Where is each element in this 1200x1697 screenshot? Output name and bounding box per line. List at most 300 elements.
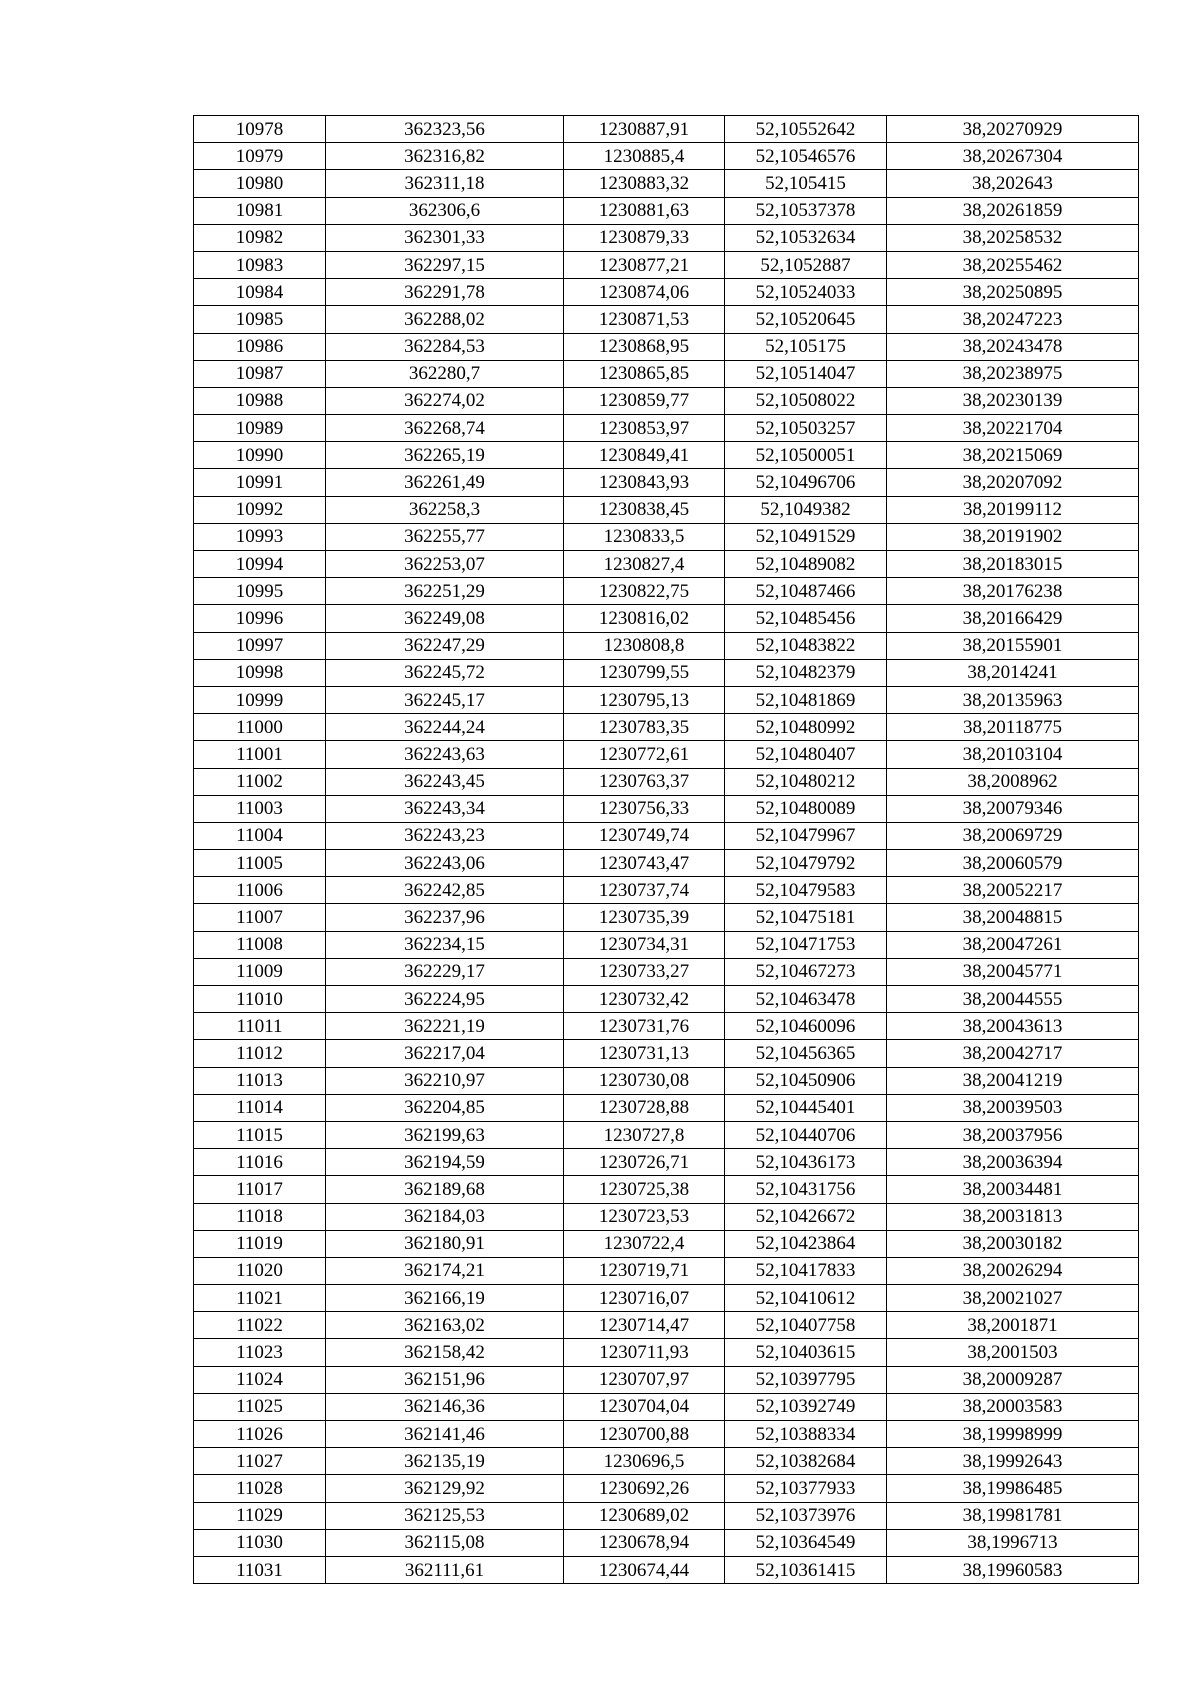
table-row bbox=[194, 632, 1139, 659]
table-row bbox=[194, 578, 1139, 605]
point-number-cell: 11031 bbox=[194, 1556, 326, 1583]
x-coordinate-cell: 362111,61 bbox=[326, 1556, 564, 1583]
x-coordinate-cell: 362199,63 bbox=[326, 1121, 564, 1148]
x-coordinate-cell: 362224,95 bbox=[326, 986, 564, 1013]
latitude-cell: 52,10524033 bbox=[725, 279, 887, 306]
longitude-cell: 38,2001871 bbox=[887, 1312, 1139, 1339]
y-coordinate-cell: 1230871,53 bbox=[564, 306, 725, 333]
latitude-cell: 52,10373976 bbox=[725, 1502, 887, 1529]
y-coordinate-cell: 1230711,93 bbox=[564, 1339, 725, 1366]
longitude-cell: 38,20052217 bbox=[887, 877, 1139, 904]
point-number-cell: 11009 bbox=[194, 958, 326, 985]
point-number-cell: 10985 bbox=[194, 306, 326, 333]
table-row bbox=[194, 224, 1139, 251]
y-coordinate-cell: 1230874,06 bbox=[564, 279, 725, 306]
longitude-cell: 38,20079346 bbox=[887, 795, 1139, 822]
x-coordinate-cell: 362243,34 bbox=[326, 795, 564, 822]
x-coordinate-cell: 362311,18 bbox=[326, 170, 564, 197]
longitude-cell: 38,20045771 bbox=[887, 958, 1139, 985]
latitude-cell: 52,10450906 bbox=[725, 1067, 887, 1094]
longitude-cell: 38,20044555 bbox=[887, 986, 1139, 1013]
latitude-cell: 52,105175 bbox=[725, 333, 887, 360]
latitude-cell: 52,1049382 bbox=[725, 496, 887, 523]
point-number-cell: 10986 bbox=[194, 333, 326, 360]
latitude-cell: 52,10546576 bbox=[725, 143, 887, 170]
point-number-cell: 10998 bbox=[194, 659, 326, 686]
point-number-cell: 11019 bbox=[194, 1230, 326, 1257]
latitude-cell: 52,1052887 bbox=[725, 251, 887, 278]
longitude-cell: 38,20166429 bbox=[887, 605, 1139, 632]
table-row bbox=[194, 1312, 1139, 1339]
x-coordinate-cell: 362245,72 bbox=[326, 659, 564, 686]
table-row bbox=[194, 659, 1139, 686]
point-number-cell: 11005 bbox=[194, 850, 326, 877]
y-coordinate-cell: 1230723,53 bbox=[564, 1203, 725, 1230]
table-row bbox=[194, 795, 1139, 822]
table-row bbox=[194, 1094, 1139, 1121]
table-row bbox=[194, 170, 1139, 197]
point-number-cell: 11008 bbox=[194, 931, 326, 958]
point-number-cell: 10995 bbox=[194, 578, 326, 605]
y-coordinate-cell: 1230763,37 bbox=[564, 768, 725, 795]
table-row bbox=[194, 1121, 1139, 1148]
longitude-cell: 38,20042717 bbox=[887, 1040, 1139, 1067]
table-row bbox=[194, 877, 1139, 904]
x-coordinate-cell: 362163,02 bbox=[326, 1312, 564, 1339]
latitude-cell: 52,10479792 bbox=[725, 850, 887, 877]
latitude-cell: 52,10482379 bbox=[725, 659, 887, 686]
x-coordinate-cell: 362243,23 bbox=[326, 822, 564, 849]
longitude-cell: 38,20255462 bbox=[887, 251, 1139, 278]
point-number-cell: 10979 bbox=[194, 143, 326, 170]
table-row bbox=[194, 1013, 1139, 1040]
latitude-cell: 52,10440706 bbox=[725, 1121, 887, 1148]
table-row bbox=[194, 1502, 1139, 1529]
point-number-cell: 10980 bbox=[194, 170, 326, 197]
point-number-cell: 11023 bbox=[194, 1339, 326, 1366]
latitude-cell: 52,10463478 bbox=[725, 986, 887, 1013]
y-coordinate-cell: 1230887,91 bbox=[564, 116, 725, 143]
x-coordinate-cell: 362274,02 bbox=[326, 387, 564, 414]
table-row bbox=[194, 768, 1139, 795]
point-number-cell: 11003 bbox=[194, 795, 326, 822]
latitude-cell: 52,10445401 bbox=[725, 1094, 887, 1121]
latitude-cell: 52,10479583 bbox=[725, 877, 887, 904]
y-coordinate-cell: 1230700,88 bbox=[564, 1421, 725, 1448]
y-coordinate-cell: 1230859,77 bbox=[564, 387, 725, 414]
point-number-cell: 10996 bbox=[194, 605, 326, 632]
y-coordinate-cell: 1230692,26 bbox=[564, 1475, 725, 1502]
x-coordinate-cell: 362288,02 bbox=[326, 306, 564, 333]
y-coordinate-cell: 1230879,33 bbox=[564, 224, 725, 251]
longitude-cell: 38,20036394 bbox=[887, 1149, 1139, 1176]
table-row bbox=[194, 958, 1139, 985]
point-number-cell: 11025 bbox=[194, 1393, 326, 1420]
longitude-cell: 38,20243478 bbox=[887, 333, 1139, 360]
x-coordinate-cell: 362210,97 bbox=[326, 1067, 564, 1094]
longitude-cell: 38,20230139 bbox=[887, 387, 1139, 414]
point-number-cell: 11030 bbox=[194, 1529, 326, 1556]
y-coordinate-cell: 1230877,21 bbox=[564, 251, 725, 278]
point-number-cell: 10989 bbox=[194, 415, 326, 442]
table-row bbox=[194, 360, 1139, 387]
point-number-cell: 10994 bbox=[194, 551, 326, 578]
table-row bbox=[194, 306, 1139, 333]
x-coordinate-cell: 362243,06 bbox=[326, 850, 564, 877]
longitude-cell: 38,20039503 bbox=[887, 1094, 1139, 1121]
x-coordinate-cell: 362158,42 bbox=[326, 1339, 564, 1366]
y-coordinate-cell: 1230816,02 bbox=[564, 605, 725, 632]
y-coordinate-cell: 1230822,75 bbox=[564, 578, 725, 605]
longitude-cell: 38,20047261 bbox=[887, 931, 1139, 958]
table-row bbox=[194, 1529, 1139, 1556]
y-coordinate-cell: 1230827,4 bbox=[564, 551, 725, 578]
longitude-cell: 38,20043613 bbox=[887, 1013, 1139, 1040]
longitude-cell: 38,202643 bbox=[887, 170, 1139, 197]
longitude-cell: 38,20118775 bbox=[887, 714, 1139, 741]
y-coordinate-cell: 1230843,93 bbox=[564, 469, 725, 496]
coordinates-table-body bbox=[194, 116, 1139, 1584]
point-number-cell: 11014 bbox=[194, 1094, 326, 1121]
table-row bbox=[194, 1339, 1139, 1366]
latitude-cell: 52,10485456 bbox=[725, 605, 887, 632]
table-row bbox=[194, 442, 1139, 469]
latitude-cell: 52,10479967 bbox=[725, 822, 887, 849]
point-number-cell: 11011 bbox=[194, 1013, 326, 1040]
x-coordinate-cell: 362141,46 bbox=[326, 1421, 564, 1448]
longitude-cell: 38,20069729 bbox=[887, 822, 1139, 849]
longitude-cell: 38,19992643 bbox=[887, 1448, 1139, 1475]
y-coordinate-cell: 1230728,88 bbox=[564, 1094, 725, 1121]
point-number-cell: 11015 bbox=[194, 1121, 326, 1148]
y-coordinate-cell: 1230678,94 bbox=[564, 1529, 725, 1556]
latitude-cell: 52,10552642 bbox=[725, 116, 887, 143]
y-coordinate-cell: 1230849,41 bbox=[564, 442, 725, 469]
latitude-cell: 52,10480212 bbox=[725, 768, 887, 795]
point-number-cell: 10982 bbox=[194, 224, 326, 251]
y-coordinate-cell: 1230727,8 bbox=[564, 1121, 725, 1148]
y-coordinate-cell: 1230730,08 bbox=[564, 1067, 725, 1094]
longitude-cell: 38,20030182 bbox=[887, 1230, 1139, 1257]
y-coordinate-cell: 1230726,71 bbox=[564, 1149, 725, 1176]
table-row bbox=[194, 496, 1139, 523]
latitude-cell: 52,10487466 bbox=[725, 578, 887, 605]
y-coordinate-cell: 1230795,13 bbox=[564, 686, 725, 713]
table-row bbox=[194, 116, 1139, 143]
y-coordinate-cell: 1230731,13 bbox=[564, 1040, 725, 1067]
table-row bbox=[194, 1176, 1139, 1203]
x-coordinate-cell: 362204,85 bbox=[326, 1094, 564, 1121]
table-row bbox=[194, 143, 1139, 170]
point-number-cell: 11018 bbox=[194, 1203, 326, 1230]
point-number-cell: 11017 bbox=[194, 1176, 326, 1203]
longitude-cell: 38,20247223 bbox=[887, 306, 1139, 333]
y-coordinate-cell: 1230733,27 bbox=[564, 958, 725, 985]
y-coordinate-cell: 1230799,55 bbox=[564, 659, 725, 686]
longitude-cell: 38,20199112 bbox=[887, 496, 1139, 523]
point-number-cell: 10992 bbox=[194, 496, 326, 523]
point-number-cell: 11010 bbox=[194, 986, 326, 1013]
x-coordinate-cell: 362237,96 bbox=[326, 904, 564, 931]
longitude-cell: 38,20037956 bbox=[887, 1121, 1139, 1148]
y-coordinate-cell: 1230696,5 bbox=[564, 1448, 725, 1475]
x-coordinate-cell: 362245,17 bbox=[326, 686, 564, 713]
x-coordinate-cell: 362249,08 bbox=[326, 605, 564, 632]
longitude-cell: 38,2008962 bbox=[887, 768, 1139, 795]
y-coordinate-cell: 1230674,44 bbox=[564, 1556, 725, 1583]
x-coordinate-cell: 362301,33 bbox=[326, 224, 564, 251]
point-number-cell: 11029 bbox=[194, 1502, 326, 1529]
point-number-cell: 10997 bbox=[194, 632, 326, 659]
x-coordinate-cell: 362323,56 bbox=[326, 116, 564, 143]
latitude-cell: 52,10491529 bbox=[725, 523, 887, 550]
y-coordinate-cell: 1230743,47 bbox=[564, 850, 725, 877]
latitude-cell: 52,10436173 bbox=[725, 1149, 887, 1176]
x-coordinate-cell: 362306,6 bbox=[326, 197, 564, 224]
point-number-cell: 10991 bbox=[194, 469, 326, 496]
latitude-cell: 52,10361415 bbox=[725, 1556, 887, 1583]
longitude-cell: 38,20034481 bbox=[887, 1176, 1139, 1203]
point-number-cell: 11000 bbox=[194, 714, 326, 741]
x-coordinate-cell: 362184,03 bbox=[326, 1203, 564, 1230]
x-coordinate-cell: 362180,91 bbox=[326, 1230, 564, 1257]
point-number-cell: 10983 bbox=[194, 251, 326, 278]
y-coordinate-cell: 1230885,4 bbox=[564, 143, 725, 170]
x-coordinate-cell: 362291,78 bbox=[326, 279, 564, 306]
y-coordinate-cell: 1230883,32 bbox=[564, 170, 725, 197]
longitude-cell: 38,20009287 bbox=[887, 1366, 1139, 1393]
latitude-cell: 52,10403615 bbox=[725, 1339, 887, 1366]
latitude-cell: 52,10489082 bbox=[725, 551, 887, 578]
longitude-cell: 38,20003583 bbox=[887, 1393, 1139, 1420]
table-row bbox=[194, 1475, 1139, 1502]
latitude-cell: 52,10426672 bbox=[725, 1203, 887, 1230]
x-coordinate-cell: 362229,17 bbox=[326, 958, 564, 985]
longitude-cell: 38,20215069 bbox=[887, 442, 1139, 469]
y-coordinate-cell: 1230868,95 bbox=[564, 333, 725, 360]
point-number-cell: 10988 bbox=[194, 387, 326, 414]
longitude-cell: 38,20041219 bbox=[887, 1067, 1139, 1094]
point-number-cell: 10993 bbox=[194, 523, 326, 550]
x-coordinate-cell: 362194,59 bbox=[326, 1149, 564, 1176]
point-number-cell: 11021 bbox=[194, 1285, 326, 1312]
point-number-cell: 10984 bbox=[194, 279, 326, 306]
longitude-cell: 38,2014241 bbox=[887, 659, 1139, 686]
y-coordinate-cell: 1230731,76 bbox=[564, 1013, 725, 1040]
y-coordinate-cell: 1230749,74 bbox=[564, 822, 725, 849]
latitude-cell: 52,10537378 bbox=[725, 197, 887, 224]
point-number-cell: 11002 bbox=[194, 768, 326, 795]
latitude-cell: 52,10480407 bbox=[725, 741, 887, 768]
x-coordinate-cell: 362242,85 bbox=[326, 877, 564, 904]
x-coordinate-cell: 362189,68 bbox=[326, 1176, 564, 1203]
y-coordinate-cell: 1230756,33 bbox=[564, 795, 725, 822]
table-row bbox=[194, 279, 1139, 306]
y-coordinate-cell: 1230853,97 bbox=[564, 415, 725, 442]
y-coordinate-cell: 1230735,39 bbox=[564, 904, 725, 931]
longitude-cell: 38,20021027 bbox=[887, 1285, 1139, 1312]
point-number-cell: 11007 bbox=[194, 904, 326, 931]
table-row bbox=[194, 1393, 1139, 1420]
point-number-cell: 10981 bbox=[194, 197, 326, 224]
x-coordinate-cell: 362115,08 bbox=[326, 1529, 564, 1556]
y-coordinate-cell: 1230783,35 bbox=[564, 714, 725, 741]
longitude-cell: 38,20221704 bbox=[887, 415, 1139, 442]
table-row bbox=[194, 387, 1139, 414]
point-number-cell: 11013 bbox=[194, 1067, 326, 1094]
latitude-cell: 52,10377933 bbox=[725, 1475, 887, 1502]
latitude-cell: 52,10483822 bbox=[725, 632, 887, 659]
point-number-cell: 10990 bbox=[194, 442, 326, 469]
point-number-cell: 10987 bbox=[194, 360, 326, 387]
y-coordinate-cell: 1230737,74 bbox=[564, 877, 725, 904]
table-row bbox=[194, 469, 1139, 496]
table-row bbox=[194, 931, 1139, 958]
point-number-cell: 11020 bbox=[194, 1257, 326, 1284]
x-coordinate-cell: 362284,53 bbox=[326, 333, 564, 360]
table-row bbox=[194, 686, 1139, 713]
longitude-cell: 38,19960583 bbox=[887, 1556, 1139, 1583]
latitude-cell: 52,10503257 bbox=[725, 415, 887, 442]
latitude-cell: 52,10467273 bbox=[725, 958, 887, 985]
latitude-cell: 52,10475181 bbox=[725, 904, 887, 931]
table-row bbox=[194, 822, 1139, 849]
latitude-cell: 52,10388334 bbox=[725, 1421, 887, 1448]
table-row bbox=[194, 415, 1139, 442]
y-coordinate-cell: 1230704,04 bbox=[564, 1393, 725, 1420]
y-coordinate-cell: 1230716,07 bbox=[564, 1285, 725, 1312]
x-coordinate-cell: 362243,63 bbox=[326, 741, 564, 768]
y-coordinate-cell: 1230808,8 bbox=[564, 632, 725, 659]
x-coordinate-cell: 362251,29 bbox=[326, 578, 564, 605]
latitude-cell: 52,10480089 bbox=[725, 795, 887, 822]
x-coordinate-cell: 362151,96 bbox=[326, 1366, 564, 1393]
x-coordinate-cell: 362234,15 bbox=[326, 931, 564, 958]
x-coordinate-cell: 362243,45 bbox=[326, 768, 564, 795]
longitude-cell: 38,20183015 bbox=[887, 551, 1139, 578]
longitude-cell: 38,19986485 bbox=[887, 1475, 1139, 1502]
longitude-cell: 38,20031813 bbox=[887, 1203, 1139, 1230]
longitude-cell: 38,20026294 bbox=[887, 1257, 1139, 1284]
table-row bbox=[194, 1040, 1139, 1067]
table-row bbox=[194, 251, 1139, 278]
x-coordinate-cell: 362174,21 bbox=[326, 1257, 564, 1284]
x-coordinate-cell: 362125,53 bbox=[326, 1502, 564, 1529]
latitude-cell: 52,10471753 bbox=[725, 931, 887, 958]
point-number-cell: 11028 bbox=[194, 1475, 326, 1502]
table-row bbox=[194, 1285, 1139, 1312]
y-coordinate-cell: 1230734,31 bbox=[564, 931, 725, 958]
latitude-cell: 52,10417833 bbox=[725, 1257, 887, 1284]
table-row bbox=[194, 1257, 1139, 1284]
y-coordinate-cell: 1230833,5 bbox=[564, 523, 725, 550]
latitude-cell: 52,10480992 bbox=[725, 714, 887, 741]
longitude-cell: 38,20176238 bbox=[887, 578, 1139, 605]
x-coordinate-cell: 362280,7 bbox=[326, 360, 564, 387]
table-row bbox=[194, 1448, 1139, 1475]
coordinates-table bbox=[193, 115, 1139, 1584]
x-coordinate-cell: 362268,74 bbox=[326, 415, 564, 442]
latitude-cell: 52,10423864 bbox=[725, 1230, 887, 1257]
longitude-cell: 38,20103104 bbox=[887, 741, 1139, 768]
point-number-cell: 11026 bbox=[194, 1421, 326, 1448]
y-coordinate-cell: 1230772,61 bbox=[564, 741, 725, 768]
y-coordinate-cell: 1230707,97 bbox=[564, 1366, 725, 1393]
x-coordinate-cell: 362146,36 bbox=[326, 1393, 564, 1420]
table-row bbox=[194, 551, 1139, 578]
table-row bbox=[194, 850, 1139, 877]
table-row bbox=[194, 1366, 1139, 1393]
latitude-cell: 52,10407758 bbox=[725, 1312, 887, 1339]
longitude-cell: 38,20060579 bbox=[887, 850, 1139, 877]
latitude-cell: 52,10392749 bbox=[725, 1393, 887, 1420]
table-row bbox=[194, 1421, 1139, 1448]
y-coordinate-cell: 1230714,47 bbox=[564, 1312, 725, 1339]
y-coordinate-cell: 1230881,63 bbox=[564, 197, 725, 224]
x-coordinate-cell: 362258,3 bbox=[326, 496, 564, 523]
x-coordinate-cell: 362261,49 bbox=[326, 469, 564, 496]
longitude-cell: 38,1996713 bbox=[887, 1529, 1139, 1556]
longitude-cell: 38,20270929 bbox=[887, 116, 1139, 143]
longitude-cell: 38,20258532 bbox=[887, 224, 1139, 251]
longitude-cell: 38,20191902 bbox=[887, 523, 1139, 550]
table-row bbox=[194, 1556, 1139, 1583]
point-number-cell: 11006 bbox=[194, 877, 326, 904]
table-row bbox=[194, 605, 1139, 632]
latitude-cell: 52,10496706 bbox=[725, 469, 887, 496]
longitude-cell: 38,20207092 bbox=[887, 469, 1139, 496]
x-coordinate-cell: 362221,19 bbox=[326, 1013, 564, 1040]
latitude-cell: 52,10456365 bbox=[725, 1040, 887, 1067]
longitude-cell: 38,19998999 bbox=[887, 1421, 1139, 1448]
latitude-cell: 52,10460096 bbox=[725, 1013, 887, 1040]
latitude-cell: 52,10508022 bbox=[725, 387, 887, 414]
table-row bbox=[194, 714, 1139, 741]
x-coordinate-cell: 362129,92 bbox=[326, 1475, 564, 1502]
longitude-cell: 38,20048815 bbox=[887, 904, 1139, 931]
y-coordinate-cell: 1230689,02 bbox=[564, 1502, 725, 1529]
latitude-cell: 52,10514047 bbox=[725, 360, 887, 387]
x-coordinate-cell: 362316,82 bbox=[326, 143, 564, 170]
x-coordinate-cell: 362247,29 bbox=[326, 632, 564, 659]
longitude-cell: 38,20135963 bbox=[887, 686, 1139, 713]
table-row bbox=[194, 197, 1139, 224]
latitude-cell: 52,105415 bbox=[725, 170, 887, 197]
latitude-cell: 52,10382684 bbox=[725, 1448, 887, 1475]
point-number-cell: 11027 bbox=[194, 1448, 326, 1475]
y-coordinate-cell: 1230722,4 bbox=[564, 1230, 725, 1257]
table-row bbox=[194, 333, 1139, 360]
table-row bbox=[194, 741, 1139, 768]
latitude-cell: 52,10532634 bbox=[725, 224, 887, 251]
point-number-cell: 10999 bbox=[194, 686, 326, 713]
x-coordinate-cell: 362255,77 bbox=[326, 523, 564, 550]
x-coordinate-cell: 362166,19 bbox=[326, 1285, 564, 1312]
longitude-cell: 38,20261859 bbox=[887, 197, 1139, 224]
longitude-cell: 38,20155901 bbox=[887, 632, 1139, 659]
table-row bbox=[194, 986, 1139, 1013]
latitude-cell: 52,10481869 bbox=[725, 686, 887, 713]
latitude-cell: 52,10364549 bbox=[725, 1529, 887, 1556]
longitude-cell: 38,20267304 bbox=[887, 143, 1139, 170]
point-number-cell: 11024 bbox=[194, 1366, 326, 1393]
y-coordinate-cell: 1230838,45 bbox=[564, 496, 725, 523]
latitude-cell: 52,10431756 bbox=[725, 1176, 887, 1203]
table-row bbox=[194, 523, 1139, 550]
point-number-cell: 11004 bbox=[194, 822, 326, 849]
point-number-cell: 11016 bbox=[194, 1149, 326, 1176]
y-coordinate-cell: 1230725,38 bbox=[564, 1176, 725, 1203]
